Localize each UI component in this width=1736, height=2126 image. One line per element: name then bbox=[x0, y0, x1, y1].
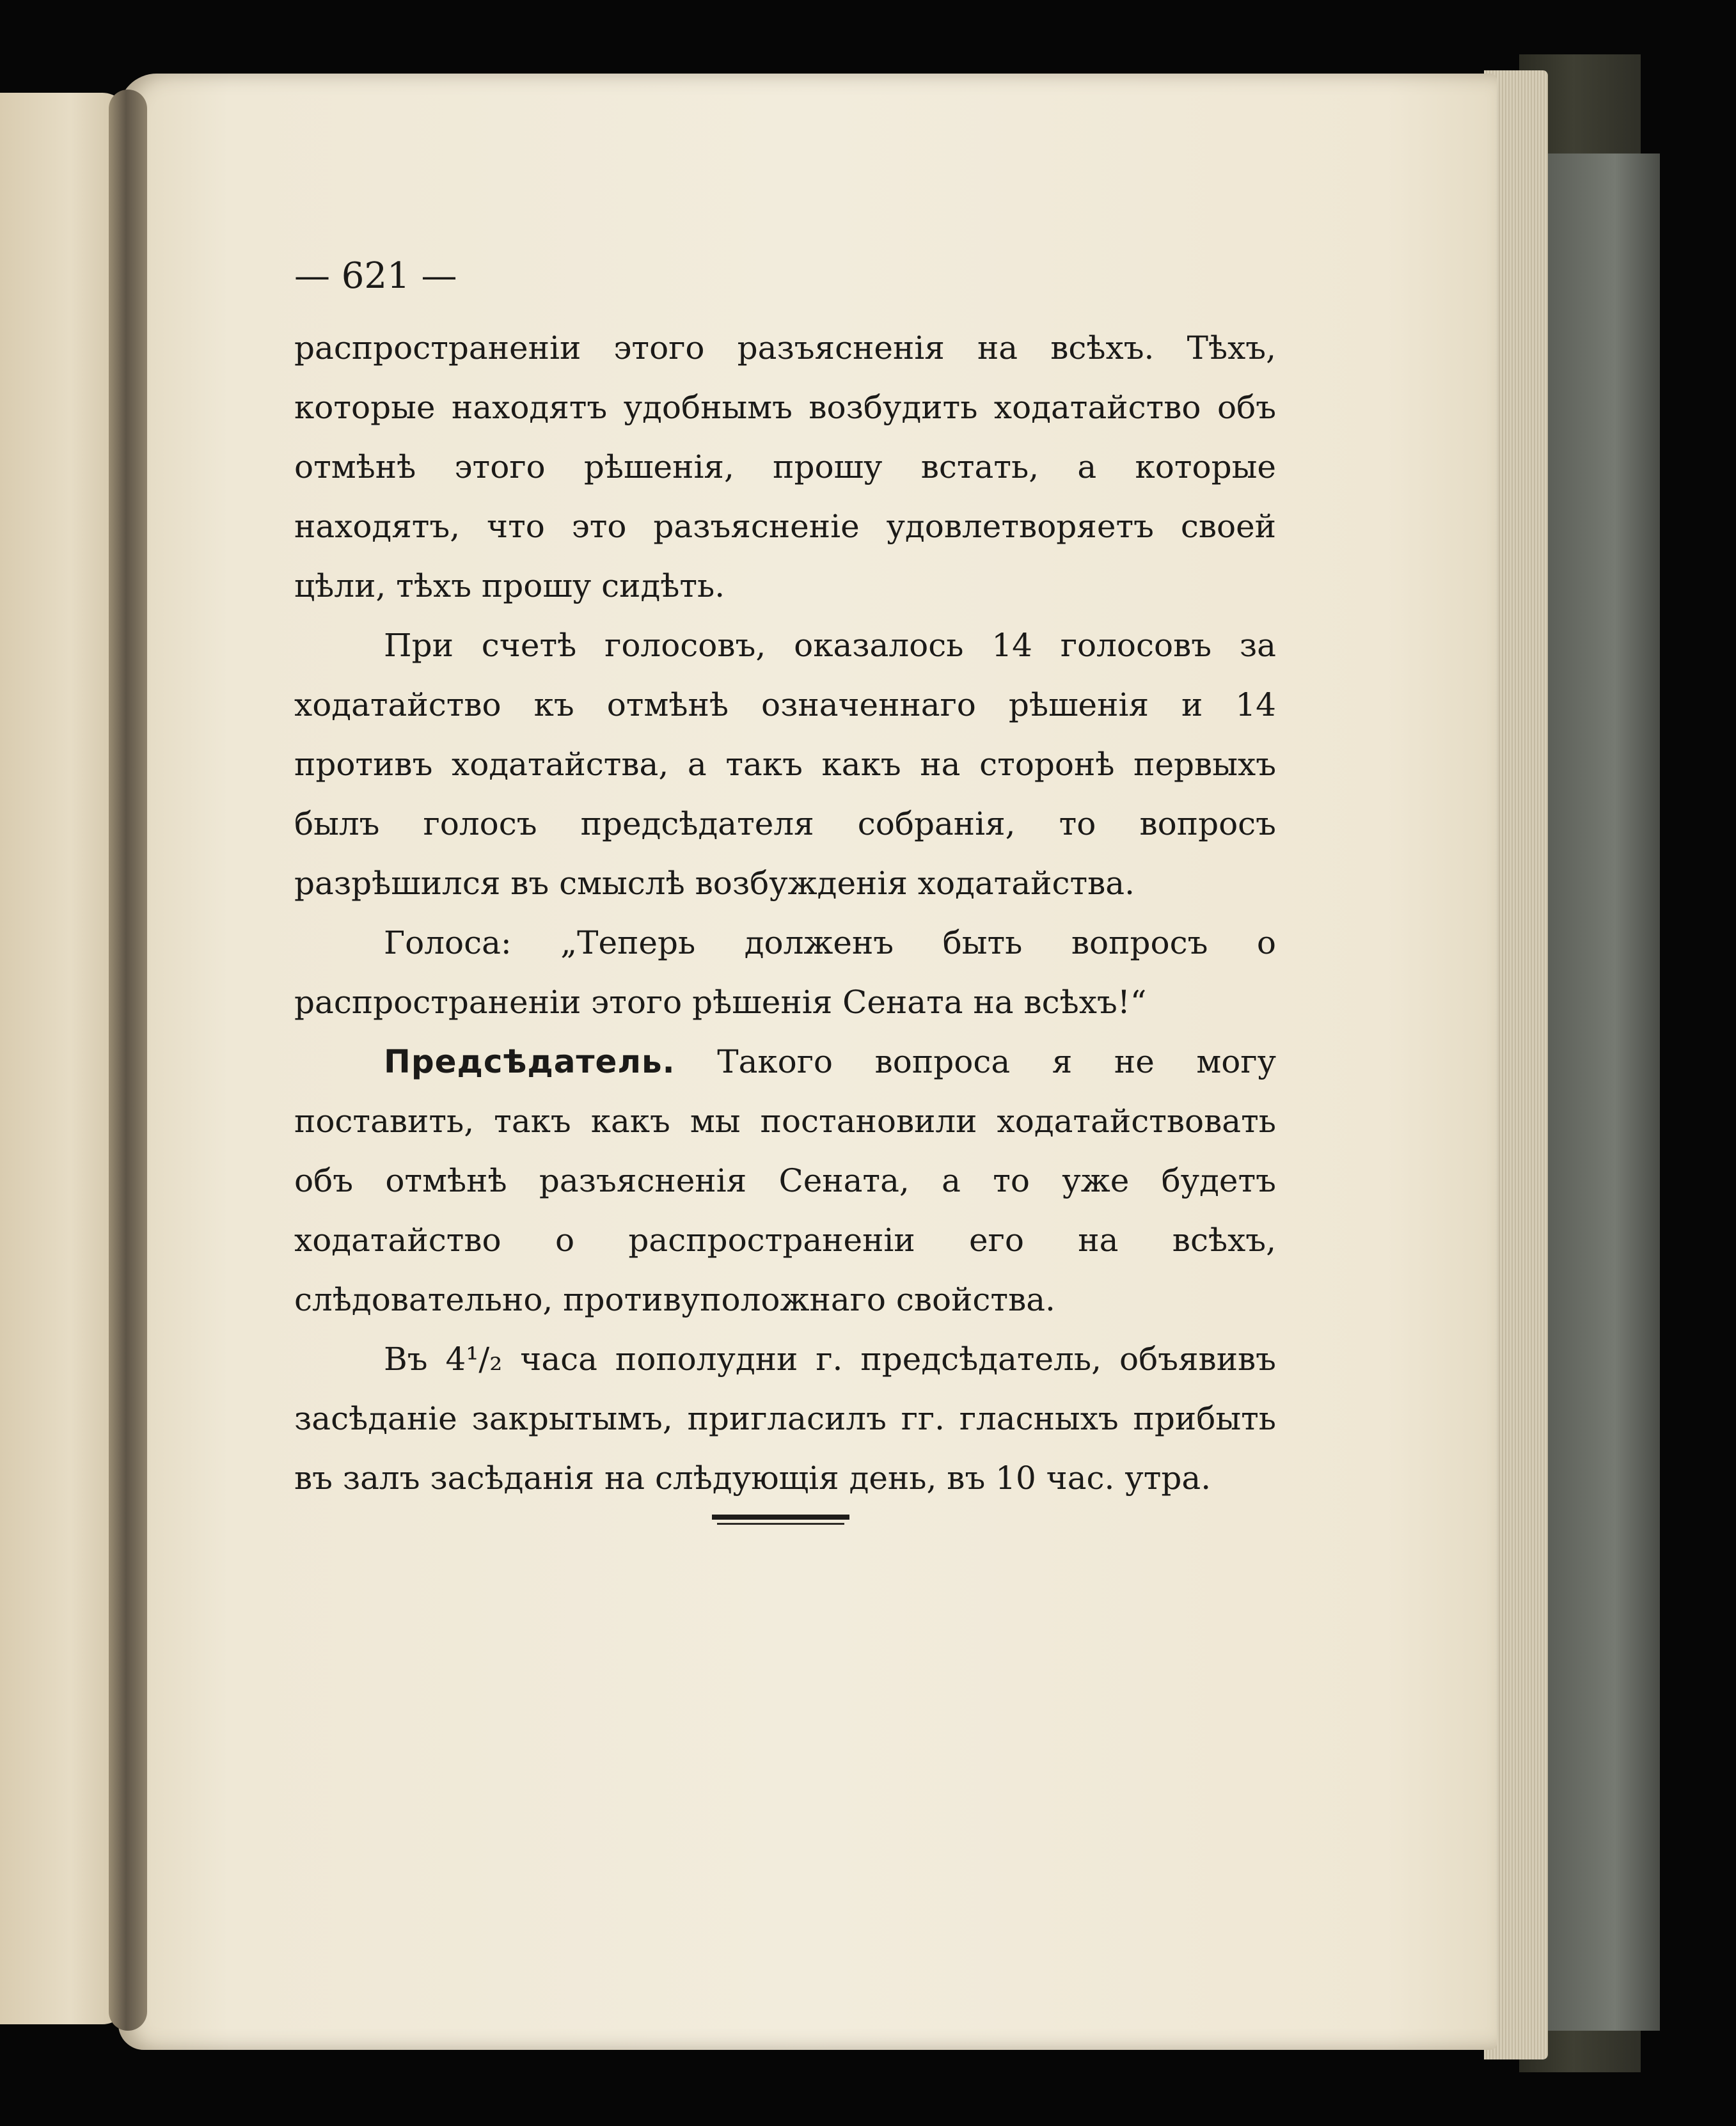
paragraph-4 bbox=[294, 1032, 1276, 1330]
paragraph-3 bbox=[294, 913, 1276, 1032]
paragraph-1 bbox=[294, 319, 1276, 616]
paragraph-5-start: Въ 4 bbox=[384, 1341, 466, 1378]
book-gutter bbox=[109, 90, 147, 2031]
paragraph-5-text: часа пополудни г. предсѣдатель, объявивъ засѣданіе закрытымъ, пригласилъ гг. гласныхъ прибыть въ залъ засѣданія на слѣдующія день, въ 10 час. утра. bbox=[294, 1341, 1276, 1497]
book-cover-edge bbox=[1548, 154, 1660, 2031]
paragraph-2 bbox=[294, 616, 1276, 913]
paragraph-4-text: Такого вопроса я не могу поставить, такъ какъ мы постановили ходатайствовать объ отмѣнѣ разъясненія Сената, а то уже будетъ ходатайство о распространеніи его на всѣхъ, слѣдовательно, противуположнаго свойства. bbox=[294, 1043, 1276, 1318]
separator-thick-line bbox=[712, 1515, 849, 1520]
page-number: — 621 — bbox=[294, 255, 457, 297]
paragraph-2-text: При счетѣ голосовъ, оказалось 14 голосовъ за ходатайство къ отмѣнѣ означеннаго рѣшенія и 14 противъ ходатайства, а такъ какъ на сторонѣ первыхъ былъ голосъ предсѣдателя собранія, то вопросъ разрѣшился въ смыслѣ возбужденія ходатайства. bbox=[294, 627, 1276, 902]
speaker-name: Предсѣдатель. bbox=[384, 1043, 675, 1080]
section-separator-rule bbox=[712, 1515, 849, 1525]
page-text-block bbox=[294, 246, 1276, 1508]
paragraph-5 bbox=[294, 1330, 1276, 1508]
fraction-half: ¹/₂ bbox=[466, 1341, 503, 1378]
paragraph-3-text: Голоса: „Теперь долженъ быть вопросъ о распространеніи этого рѣшенія Сената на всѣхъ!“ bbox=[294, 924, 1276, 1021]
paragraph-1-text: распространеніи этого разъясненія на всѣхъ. Тѣхъ, которые находятъ удобнымъ возбудить ходатайство объ отмѣнѣ этого рѣшенія, прошу встать, а которые находятъ, что это разъясненіе удовлетворяетъ своей цѣли, тѣхъ прошу сидѣть. bbox=[294, 329, 1276, 604]
separator-thin-line bbox=[717, 1523, 844, 1525]
